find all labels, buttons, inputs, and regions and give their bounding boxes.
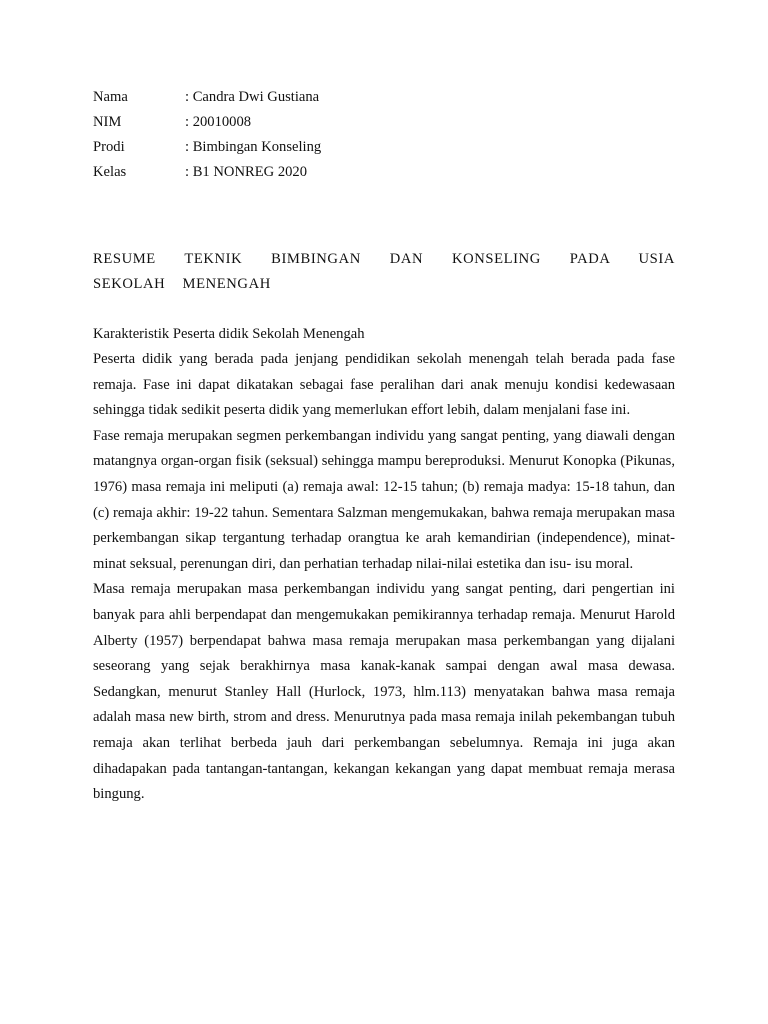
info-label: Prodi <box>93 139 125 155</box>
info-label: Nama <box>93 89 128 105</box>
info-row-nama <box>93 85 675 110</box>
student-info-block <box>93 85 675 185</box>
section-heading: Karakteristik Peserta didik Sekolah Menengah <box>93 326 365 342</box>
info-row-prodi <box>93 135 675 160</box>
paragraph-1: Peserta didik yang berada pada jenjang pendidikan sekolah menengah telah berada pada fase remaja. Fase ini dapat dikatakan sebagai fase peralihan dari anak menuju kondisi kedewasaan sehingga tidak sedikit peserta didik yang memerlukan effort lebih, dalam menjalani fase ini. <box>93 351 675 419</box>
info-label: NIM <box>93 114 122 130</box>
info-value: : Candra Dwi Gustiana <box>185 89 320 105</box>
paragraph-2: Fase remaja merupakan segmen perkembangan individu yang sangat penting, yang diawali dengan matangnya organ-organ fisik (seksual) sehingga mampu bereproduksi. Menurut Konopka (Pikunas, 1976) masa remaja ini meliputi (a) remaja awal: 12-15 tahun; (b) remaja madya: 15-18 tahun, dan (c) remaja akhir: 19-22 tahun. Sementara Salzman mengemukakan, bahwa remaja merupakan masa perkembangan sikap tergantung terhadap orangtua ke arah kemandirian (independence), minat- minat seksual, perenungan diri, dan perhatian terhadap nilai-nilai estetika dan isu- isu moral. <box>93 427 675 572</box>
info-row-kelas <box>93 160 675 185</box>
info-value: : B1 NONREG 2020 <box>185 164 308 180</box>
info-value: : Bimbingan Konseling <box>185 139 322 155</box>
paragraph-3: Masa remaja merupakan masa perkembangan individu yang sangat penting, dari pengertian ini banyak para ahli berpendapat dan mengemukakan pemikirannya terhadap remaja. Menurut Harold Alberty (1957) berpendapat bahwa masa remaja merupakan masa perkembangan yang dijalani seseorang yang sejak berakhirnya masa kanak-kanak sampai dengan awal masa dewasa. Sedangkan, menurut Stanley Hall (Hurlock, 1973, hlm.113) menyatakan bahwa masa remaja adalah masa new birth, strom and dress. Menurutnya pada masa remaja inilah pekembangan tubuh remaja akan terlihat berbeda jauh dari perkembangan sebelumnya. Remaja ini juga akan dihadapakan pada tantangan-tantangan, kekangan kekangan yang dapat membuat remaja merasa bingung. <box>93 581 675 803</box>
info-row-nim <box>93 110 675 135</box>
info-value: : 20010008 <box>185 114 252 130</box>
info-label: Kelas <box>93 164 127 180</box>
document-page <box>93 85 675 808</box>
document-title: RESUME TEKNIK BIMBINGAN DAN KONSELING PADA USIA SEKOLAH MENENGAH <box>93 251 675 292</box>
